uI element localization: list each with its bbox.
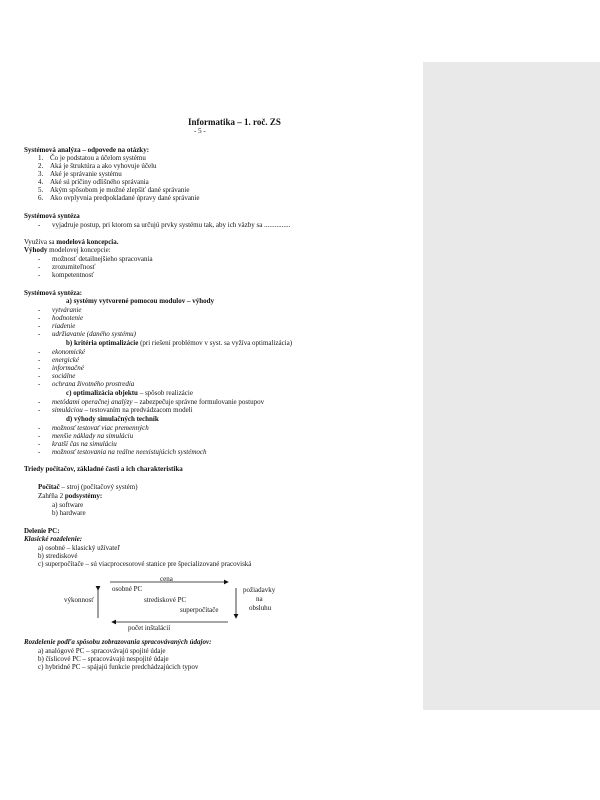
list-item: 4. Aké sú príčiny odlišného správania	[38, 178, 149, 186]
list-item: - kompetentnosť	[38, 271, 95, 279]
list-item: - zrozumiteľnosť	[38, 263, 96, 271]
list-item: - metódami operačnej analýzy – zabezpečuje správne formulovanie postupov	[38, 398, 265, 406]
pc-classes-diagram	[60, 570, 320, 630]
list-item: b) strediskové	[38, 552, 78, 560]
list-item: 5. Akým spôsobom je možné zlepšiť dané správanie	[38, 186, 190, 194]
subheading-classic: Klasické rozdelenie:	[24, 535, 83, 543]
advantages-line: Výhody modelovej koncepcie:	[24, 246, 111, 254]
diagram-label-personal-pc: osobné PC	[112, 585, 143, 593]
subsystems-line: Zahŕňa 2 podsystémy:	[38, 492, 103, 500]
diagram-label-installations: počet inštalácií	[128, 624, 171, 632]
section-heading-display-division: Rozdelenie podľa spôsobu zobrazovania spracovávaných údajov:	[24, 638, 212, 646]
comments-margin	[423, 62, 600, 710]
list-item: b) číslicové PC – spracovávajú nespojité údaje	[38, 655, 169, 663]
list-item: - ekonomické	[38, 348, 86, 356]
diagram-label-center-pc: strediskové PC	[144, 596, 187, 604]
list-item: b) hardware	[52, 509, 86, 517]
diagram-label-performance: výkonnosť	[64, 596, 95, 604]
list-item: - udržiavanie (daného systému)	[38, 330, 136, 338]
list-item: - možnosť testovania na reálne neexistujúcich systémoch	[38, 448, 207, 456]
page-title: Informatika – 1. roč. ZS	[188, 117, 281, 127]
section-heading-analysis: Systémová analýza – odpovede na otázky:	[24, 146, 150, 154]
diagram-label-requirements: požiadavky	[243, 586, 276, 594]
section-heading-classes: Triedy počítačov, základné časti a ich charakteristika	[24, 465, 183, 473]
list-item: - hodnotenie	[38, 314, 84, 322]
list-item: c) superpočítače – sú viacprocesorové stanice pre špecializované pracoviská	[38, 560, 252, 568]
list-item: - simuláciou – testovaním na predvádzacom modeli	[38, 406, 193, 414]
subheading-b: b) kritéria optimalizácie (pri riešení problémov v syst. sa vyžíva optimalizácia)	[66, 339, 293, 347]
list-item: 3. Aké je správanie systému	[38, 170, 122, 178]
list-item: - vyjadruje postup, pri ktorom sa určujú prvky systému tak, aby ich väzby sa ...............	[38, 221, 291, 229]
list-item: - informačné	[38, 364, 84, 372]
diagram-label-supercomputers: superpočítače	[180, 606, 219, 614]
list-item: - sociálne	[38, 372, 76, 380]
diagram-label-on: na	[256, 595, 263, 603]
list-item: - energické	[38, 356, 79, 364]
section-heading-synthesis-2: Systémová syntéza:	[24, 289, 83, 297]
subheading-d: d) výhody simulačných techník	[66, 415, 159, 423]
list-item: a) software	[52, 501, 84, 509]
list-item: a) osobné – klasický užívateľ	[38, 544, 121, 552]
diagram-label-price: cena	[160, 575, 173, 583]
list-item: - kratší čas na simuláciu	[38, 440, 117, 448]
computer-definition: Počítač – stroj (počítačový systém)	[38, 483, 138, 491]
list-item: - menšie náklady na simuláciu	[38, 432, 134, 440]
diagram-label-service: obsluhu	[249, 604, 272, 612]
list-item: 2. Aká je štruktúra a ako vyhovuje účelu	[38, 162, 157, 170]
subheading-c: c) optimalizácia objektu – spôsob realizácie	[66, 389, 193, 397]
section-heading-synthesis: Systémová syntéza	[24, 212, 80, 220]
model-concept-line: Využíva sa modelová koncepcia.	[24, 238, 119, 246]
page-number: - 5 -	[194, 127, 206, 135]
section-heading-pc-division: Delenie PC:	[24, 527, 60, 535]
list-item: 6. Ako ovplyvnia predpokladané úpravy dané správanie	[38, 194, 200, 202]
list-item: a) analógové PC – spracovávajú spojité údaje	[38, 647, 166, 655]
list-item: 1. Čo je podstatou a účelom systému	[38, 154, 146, 162]
list-item: - riadenie	[38, 322, 76, 330]
subheading-a: a) systémy vytvorené pomocou modulov – výhody	[66, 297, 215, 305]
list-item: - možnosť detailnejšieho spracovania	[38, 255, 153, 263]
list-item: - ochrana životného prostredia	[38, 380, 135, 388]
list-item: - vytváranie	[38, 306, 82, 314]
list-item: - možnosť testovať viac premenných	[38, 424, 149, 432]
list-item: c) hybridné PC – spájajú funkcie predchádzajúcich typov	[38, 663, 199, 671]
